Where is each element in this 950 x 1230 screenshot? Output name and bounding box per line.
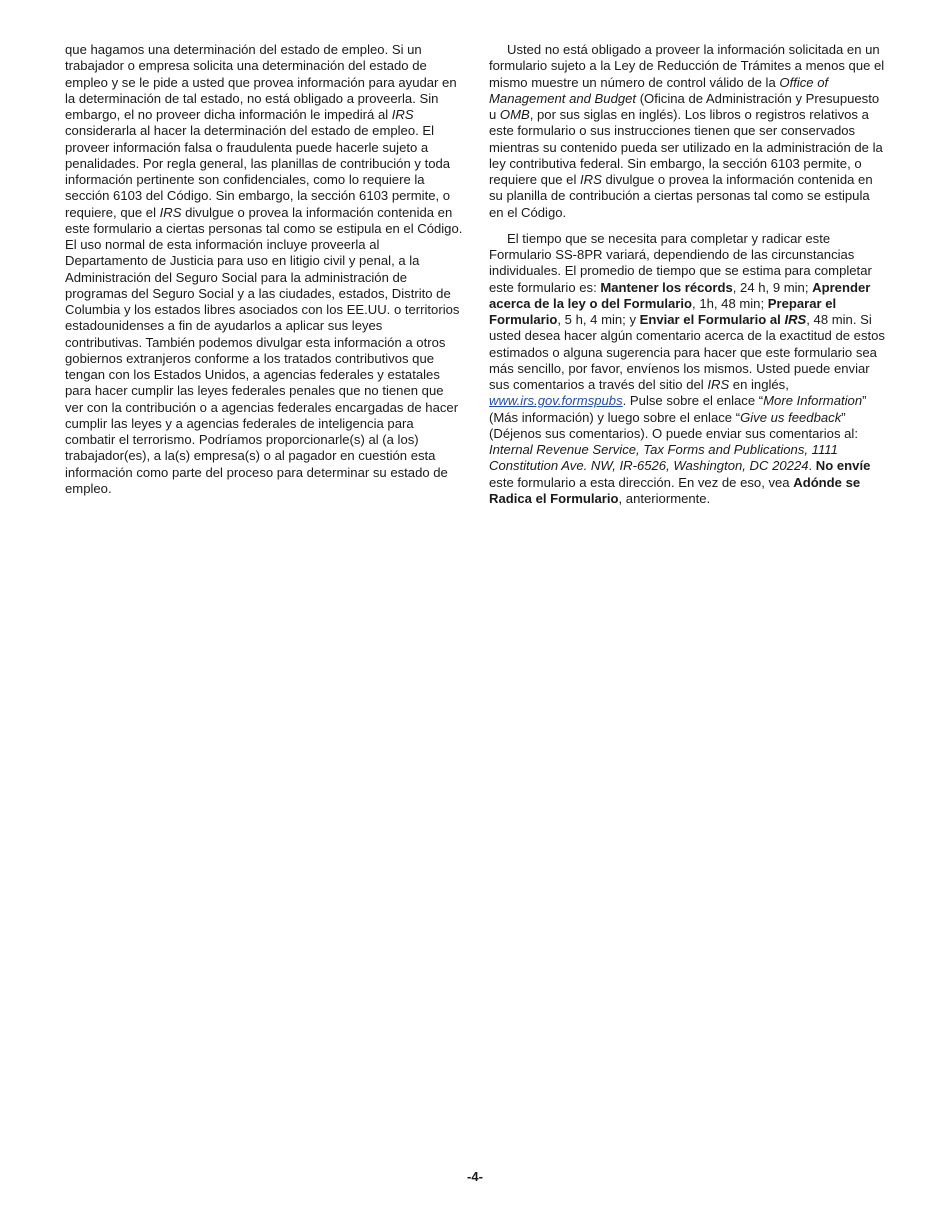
text-run: , 1h, 48 min; (692, 295, 768, 311)
text-run: , anteriormente. (618, 490, 711, 506)
paragraph-time-estimates (489, 231, 887, 507)
irs-website-link[interactable]: www.irs.gov.formspubs (489, 393, 623, 409)
text-run: considerarla al hacer la determinación del estado de empleo. El proveer información falsa o fraudulenta puede hacerle sujeto a penalidades. Por regla general, las planillas de contribución y toda información pertinente son confidenciales, como lo requiere la sección 6103 del Código. Sin embargo, la sección 6103 permite, o requiere, que el (65, 123, 451, 220)
text-run: IRS (580, 172, 602, 187)
text-run: divulgue o provea la información contenida en su planilla de contribución a ciertas personas tal como se estipula en el Código. (489, 172, 873, 220)
text-run: El tiempo que se necesita para completar y radicar este Formulario SS-8PR variará, dependiendo de las circunstancias individuales. El promedio de tiempo que se estima para completar este formulario es: (489, 230, 872, 295)
text-run: No envíe (815, 458, 871, 474)
text-run: Adónde se Radica el Formulario (489, 474, 861, 506)
left-column (65, 42, 463, 497)
text-run: IRS (159, 204, 182, 220)
text-run: . Pulse sobre el enlace “ (622, 393, 764, 409)
text-run: IRS (784, 312, 807, 327)
text-run: Office of Management and Budget (489, 74, 829, 106)
page-number: -4- (467, 1169, 483, 1184)
text-run: OMB (499, 107, 530, 122)
paragraph-paperwork-reduction (489, 42, 887, 221)
text-run: Enviar el Formulario al (639, 312, 785, 327)
text-run: divulgue o provea la información contenida en este formulario a ciertas personas tal como se estipula en el Código. El uso normal de esta información incluye proveerla al Departamento de Justicia para uso en litigio civil y penal, a la Administración del Seguro Social para la administración de programas del Seguro Social y a las ciudades, estados, Distrito de Columbia y los estados libres asociados con los EE.UU. o territorios estadounidenses a fin de ayudarlos a aplicar sus leyes contributivas. También podemos divulgar esta información a otros gobiernos extranjeros conforme a los tratados contributivos que tengan con los Estados Unidos, a agencias federales y estatales para hacer cumplir las leyes federales penales que no tienen que ver con la contribución o a agencias federales encargadas de hacer cumplir las leyes y a agencias federales de inteligencia para combatir el terrorismo. Podríamos proporcionarle(s) al (a los) trabajador(es), a la(s) empresa(s) o al pagador en cuestión esta información como parte del proceso para determinar su estado de empleo. (65, 204, 463, 496)
text-run: , 24 h, 9 min; (732, 279, 813, 295)
text-run: este formulario a esta dirección. En vez de eso, vea (489, 474, 794, 490)
text-run: Internal Revenue Service, Tax Forms and Publications, 1111 Constitution Ave. NW, IR-6526, Washington, DC 20224 (489, 442, 838, 474)
text-run: Aprender acerca de la ley o del Formulario (489, 279, 871, 311)
text-run: More Information (763, 393, 863, 409)
right-column (489, 42, 887, 507)
text-run: , 5 h, 4 min; y (557, 312, 640, 327)
text-run: . (808, 458, 816, 474)
text-run: IRS (707, 377, 730, 392)
text-run: Preparar el Formulario (489, 295, 837, 327)
text-run: en inglés, (729, 377, 789, 392)
text-run: ” (Déjenos sus comentarios). O puede enviar sus comentarios al: (489, 409, 858, 441)
text-run: (Oficina de Administración y Presupuesto u (489, 90, 880, 122)
text-run: , por sus siglas en inglés). Los libros o registros relativos a este formulario o sus instrucciones tienen que ser conservados mientras su contenido pueda ser utilizado en la administración de la ley contributiva federal. Sin embargo, la sección 6103 permite, o requiere que el (489, 107, 883, 187)
text-run: Give us feedback (740, 409, 842, 425)
text-run: , 48 min. Si usted desea hacer algún comentario acerca de la exactitud de estos estimados o alguna sugerencia para hacer que este formulario sea más sencillo, por favor, envíenos los mismos. Usted puede enviar sus comentarios a través del sitio del (489, 312, 885, 392)
paragraph-privacy-continued (65, 42, 463, 497)
text-run: ” (Más información) y luego sobre el enlace “ (489, 393, 867, 425)
text-run: Usted no está obligado a proveer la información solicitada en un formulario sujeto a la Ley de Reducción de Trámites a menos que el mismo muestre un número de control válido de la (489, 42, 885, 90)
text-run: Mantener los récords (600, 279, 733, 295)
text-run: IRS (391, 107, 414, 122)
text-run: que hagamos una determinación del estado de empleo. Si un trabajador o empresa solicita una determinación del estado de empleo y se le pide a usted que provea información para ayudar en la determinación de tal estado, no está obligado a proveerla. Sin embargo, el no proveer dicha información le impedirá al (65, 42, 457, 122)
